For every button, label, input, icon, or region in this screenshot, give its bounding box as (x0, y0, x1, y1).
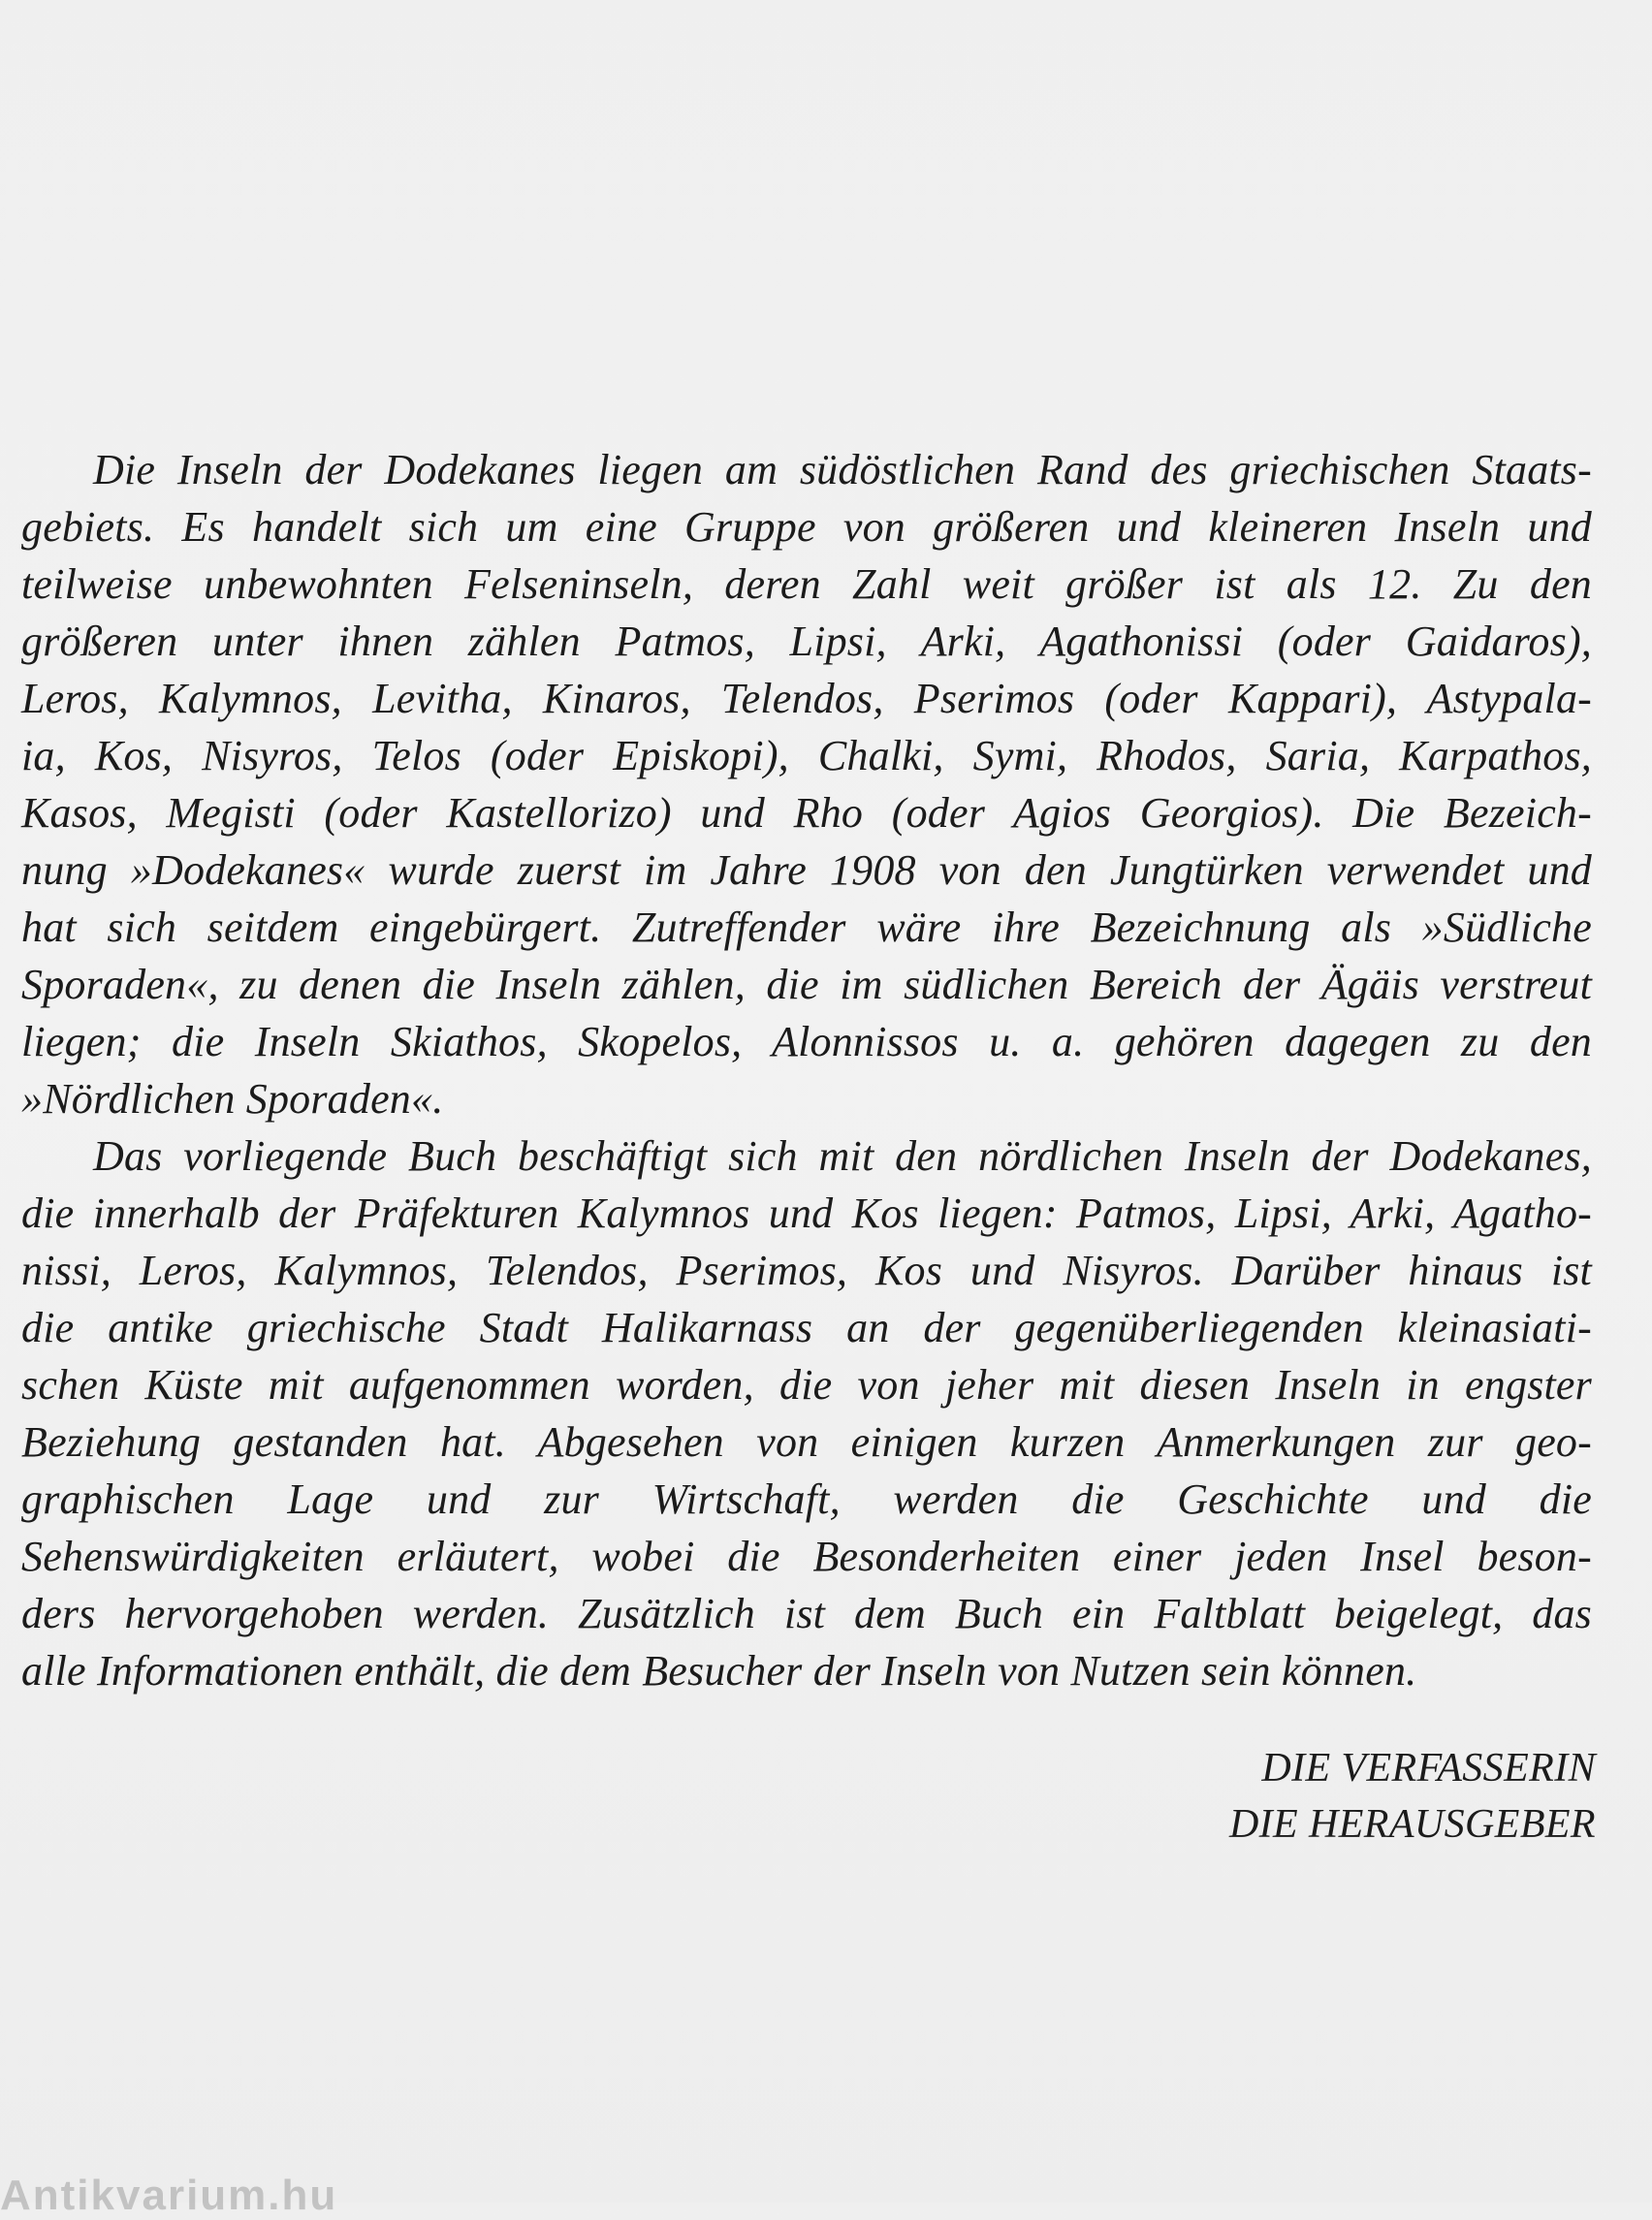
text-line: Die Inseln der Dodekanes liegen am südöstlichen Rand des griechischen Staats- (93, 446, 1592, 493)
signature-block (1229, 1740, 1596, 1853)
signature-publisher: DIE HERAUSGEBER (1228, 1802, 1596, 1847)
text-line: nissi, Leros, Kalymnos, Telendos, Pserimos, Kos und Nisyros. Darüber hinaus ist (21, 1247, 1592, 1294)
foreword-text (21, 441, 1592, 1699)
signature-author: DIE VERFASSERIN (1261, 1746, 1596, 1791)
text-line: die antike griechische Stadt Halikarnass an der gegenüberliegenden kleinasiati- (21, 1304, 1592, 1351)
text-line: größeren unter ihnen zählen Patmos, Lipsi, Arki, Agathonissi (oder Gaidaros), (21, 618, 1592, 665)
text-line: graphischen Lage und zur Wirtschaft, werden die Geschichte und die (21, 1475, 1592, 1523)
text-line: Das vorliegende Buch beschäftigt sich mit den nördlichen Inseln der Dodekanes, (93, 1132, 1592, 1180)
text-line: teilweise unbewohnten Felseninseln, deren Zahl weit größer ist als 12. Zu den (21, 560, 1592, 608)
text-line: hat sich seitdem eingebürgert. Zutreffender wäre ihre Bezeichnung als »Südliche (21, 904, 1592, 951)
watermark: Antikvarium.hu (0, 2172, 338, 2219)
text-line: schen Küste mit aufgenommen worden, die von jeher mit diesen Inseln in engster (21, 1361, 1592, 1409)
text-line: nung »Dodekanes« wurde zuerst im Jahre 1908 von den Jungtürken verwendet und (21, 846, 1592, 894)
text-line: Kasos, Megisti (oder Kastellorizo) und Rho (oder Agios Georgios). Die Bezeich- (21, 789, 1592, 837)
text-line: ia, Kos, Nisyros, Telos (oder Episkopi), Chalki, Symi, Rhodos, Saria, Karpathos, (21, 732, 1592, 779)
text-line: Leros, Kalymnos, Levitha, Kinaros, Telendos, Pserimos (oder Kappari), Astypala- (21, 675, 1592, 722)
text-line: Sehenswürdigkeiten erläutert, wobei die Besonderheiten einer jeden Insel beson- (21, 1533, 1592, 1580)
text-line: alle Informationen enthält, die dem Besucher der Inseln von Nutzen sein können. (21, 1647, 1417, 1695)
text-line: ders hervorgehoben werden. Zusätzlich ist dem Buch ein Faltblatt beigelegt, das (21, 1590, 1592, 1637)
text-line: Sporaden«, zu denen die Inseln zählen, die im südlichen Bereich der Ägäis verstreut (21, 961, 1592, 1008)
text-line: liegen; die Inseln Skiathos, Skopelos, Alonnissos u. a. gehören dagegen zu den (21, 1018, 1592, 1065)
text-line: Beziehung gestanden hat. Abgesehen von einigen kurzen Anmerkungen zur geo- (21, 1418, 1592, 1466)
text-line: die innerhalb der Präfekturen Kalymnos und Kos liegen: Patmos, Lipsi, Arki, Agatho- (21, 1189, 1592, 1237)
text-line: »Nördlichen Sporaden«. (21, 1075, 444, 1123)
text-line: gebiets. Es handelt sich um eine Gruppe von größeren und kleineren Inseln und (21, 503, 1592, 551)
